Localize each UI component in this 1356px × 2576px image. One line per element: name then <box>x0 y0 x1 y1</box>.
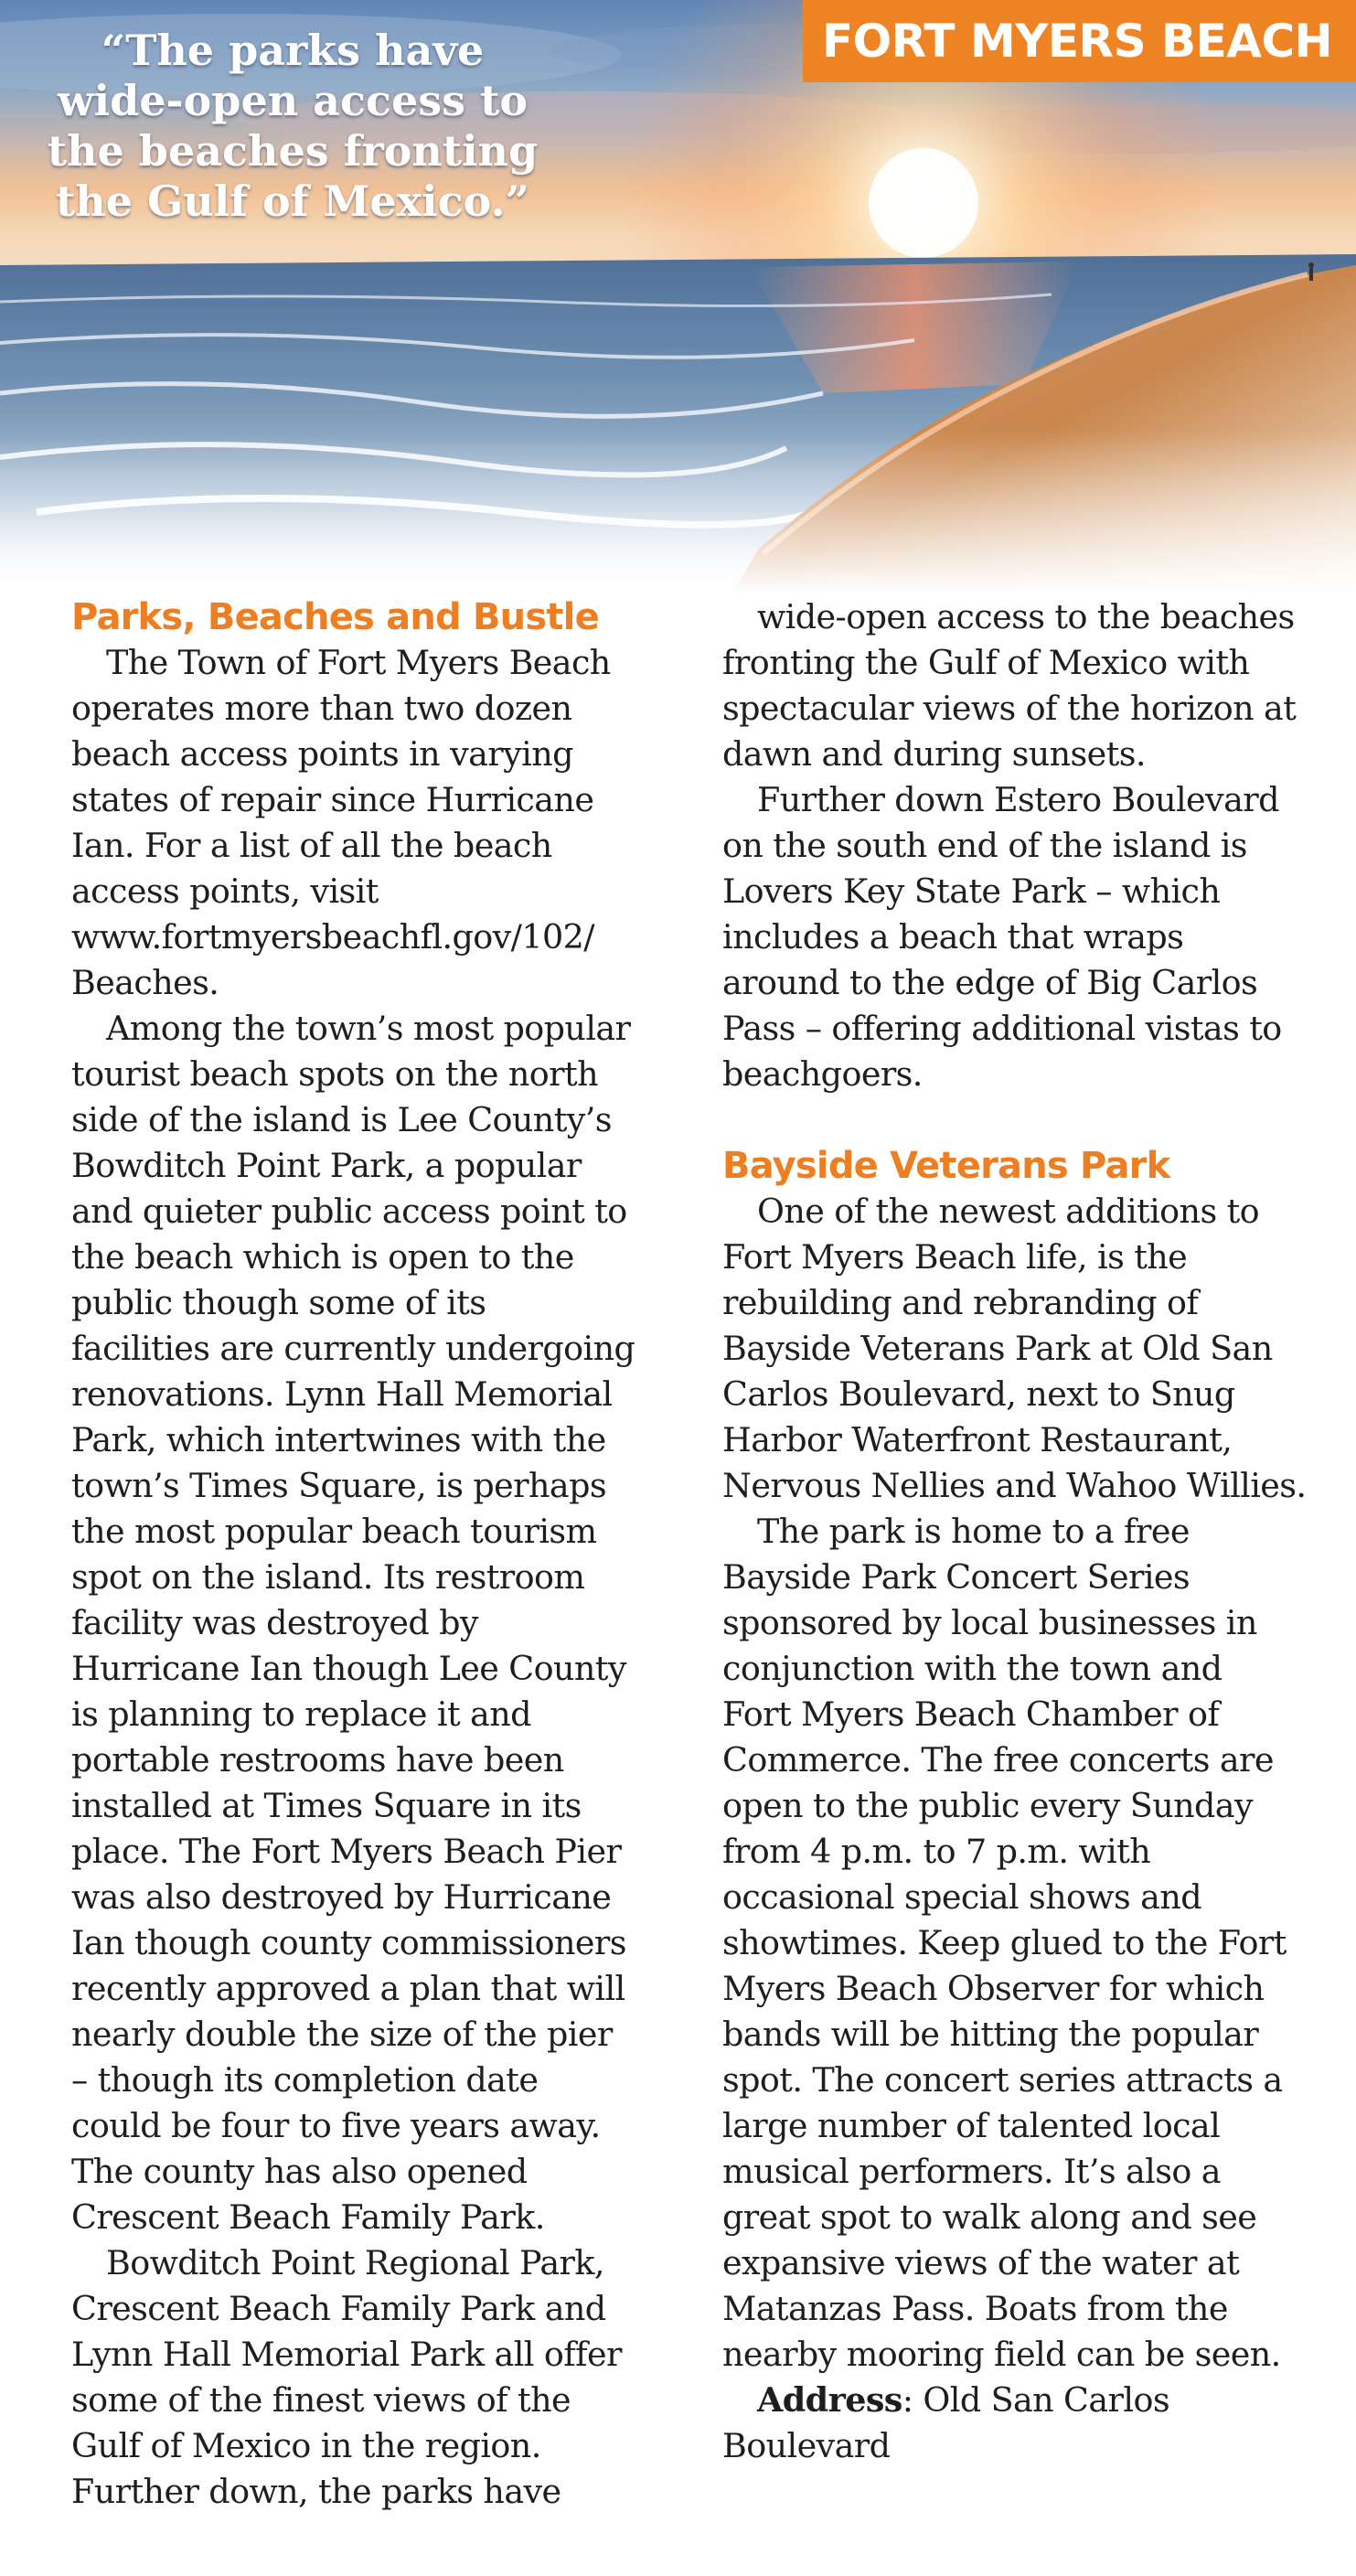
paragraph-line: place. The Fort Myers Beach Pier <box>71 1832 622 1871</box>
paragraph-line: states of repair since Hurricane <box>71 780 594 819</box>
paragraph-line: tourist beach spots on the north <box>71 1054 598 1094</box>
paragraph-line: is planning to replace it and <box>71 1694 531 1734</box>
article-paragraph <box>722 1189 1317 1509</box>
address-label: Address <box>757 2380 902 2420</box>
section-spacer <box>722 1097 1317 1143</box>
paragraph-line: Nervous Nellies and Wahoo Willies. <box>722 1466 1307 1505</box>
paragraph-line: nearby mooring field can be seen. <box>722 2335 1281 2374</box>
paragraph-line: great spot to walk along and see <box>722 2197 1257 2237</box>
paragraph-line: Hurricane Ian though Lee County <box>71 1649 626 1688</box>
paragraph-line: spectacular views of the horizon at <box>722 689 1297 728</box>
paragraph-line: recently approved a plan that will <box>71 1969 625 2008</box>
article-column-left <box>71 594 666 2515</box>
paragraph-line: Harbor Waterfront Restaurant, <box>722 1420 1233 1459</box>
paragraph-line: The Town of Fort Myers Beach <box>106 643 611 682</box>
section-banner <box>803 0 1356 82</box>
paragraph-line: access points, visit <box>71 871 379 911</box>
paragraph-line: dawn and during sunsets. <box>722 734 1146 774</box>
paragraph-line: spot on the island. Its restroom <box>71 1557 585 1597</box>
right-paragraphs-continued <box>722 594 1317 1097</box>
address-paragraph <box>722 2378 1317 2469</box>
paragraph-line: was also destroyed by Hurricane <box>71 1877 612 1917</box>
paragraph-line: Myers Beach Observer for which <box>722 1969 1265 2008</box>
article-paragraph <box>71 2240 666 2515</box>
paragraph-line: – though its completion date <box>71 2060 539 2100</box>
paragraph-line: the most popular beach tourism <box>71 1512 597 1551</box>
paragraph-line: Further down, the parks have <box>71 2472 561 2511</box>
paragraph-line: conjunction with the town and <box>722 1649 1223 1688</box>
paragraph-line: Commerce. The free concerts are <box>722 1740 1274 1780</box>
paragraph-line: beach access points in varying <box>71 734 573 774</box>
paragraph-line: could be four to five years away. <box>71 2106 601 2145</box>
paragraph-line: occasional special shows and <box>722 1877 1202 1917</box>
article-paragraph <box>71 1006 666 2240</box>
paragraph-line: Matanzas Pass. Boats from the <box>722 2289 1228 2328</box>
article-paragraph <box>722 594 1317 777</box>
paragraph-line: The park is home to a free <box>757 1512 1190 1551</box>
paragraph-line: Gulf of Mexico in the region. <box>71 2426 541 2465</box>
paragraph-line: around to the edge of Big Carlos <box>722 963 1258 1002</box>
paragraph-line: Carlos Boulevard, next to Snug <box>722 1374 1235 1414</box>
paragraph-line: Fort Myers Beach Chamber of <box>722 1694 1220 1734</box>
paragraph-line: Crescent Beach Family Park. <box>71 2197 545 2237</box>
paragraph-line: some of the finest views of the <box>71 2380 571 2420</box>
paragraph-line: facility was destroyed by <box>71 1603 478 1642</box>
paragraph-line: bands will be hitting the popular <box>722 2015 1259 2054</box>
left-paragraphs <box>71 640 666 2515</box>
paragraph-line: portable restrooms have been <box>71 1740 564 1780</box>
section-heading-bayside: Bayside Veterans Park <box>722 1145 1170 1187</box>
paragraph-line: side of the island is Lee County’s <box>71 1100 612 1139</box>
paragraph-line: Bayside Park Concert Series <box>722 1557 1191 1597</box>
paragraph-line: The county has also opened <box>71 2152 528 2191</box>
paragraph-line: includes a beach that wraps <box>722 917 1184 957</box>
paragraph-line: open to the public every Sunday <box>722 1786 1253 1825</box>
paragraph-line: Ian though county commissioners <box>71 1923 626 1962</box>
article-paragraph <box>722 1509 1317 2378</box>
paragraph-line: Further down Estero Boulevard <box>757 780 1279 819</box>
paragraph-line: facilities are currently undergoing <box>71 1329 635 1368</box>
section-heading-parks: Parks, Beaches and Bustle <box>71 596 599 638</box>
paragraph-line: nearly double the size of the pier <box>71 2015 613 2054</box>
paragraph-line: musical performers. It’s also a <box>722 2152 1221 2191</box>
hero-photo <box>0 0 1356 594</box>
right-paragraphs-bayside <box>722 1189 1317 2378</box>
paragraph-line: Beaches. <box>71 963 219 1002</box>
paragraph-line: rebuilding and rebranding of <box>722 1283 1199 1322</box>
address-line: Boulevard <box>722 2426 891 2465</box>
paragraph-line: www.fortmyersbeachfl.gov/102/ <box>71 917 594 957</box>
paragraph-line: Lynn Hall Memorial Park all offer <box>71 2335 622 2374</box>
hero-quote-line: wide-open access to <box>58 76 528 125</box>
paragraph-line: and quieter public access point to <box>71 1192 627 1231</box>
paragraph-line: Lovers Key State Park – which <box>722 871 1221 911</box>
paragraph-line: Pass – offering additional vistas to <box>722 1009 1282 1048</box>
article-column-right <box>722 594 1317 2469</box>
paragraph-line: Ian. For a list of all the beach <box>71 826 552 865</box>
hero-quote <box>37 26 549 227</box>
article-paragraph <box>71 640 666 1006</box>
paragraph-line: the beach which is open to the <box>71 1237 574 1277</box>
paragraph-line: showtimes. Keep glued to the Fort <box>722 1923 1287 1962</box>
paragraph-line: Bayside Veterans Park at Old San <box>722 1329 1273 1368</box>
paragraph-line: wide-open access to the beaches <box>757 597 1295 636</box>
hero-quote-line: the beaches fronting <box>47 126 539 176</box>
paragraph-line: Crescent Beach Family Park and <box>71 2289 606 2328</box>
paragraph-line: Fort Myers Beach life, is the <box>722 1237 1188 1277</box>
paragraph-line: from 4 p.m. to 7 p.m. with <box>722 1832 1151 1871</box>
paragraph-line: sponsored by local businesses in <box>722 1603 1257 1642</box>
paragraph-line: operates more than two dozen <box>71 689 572 728</box>
paragraph-line: on the south end of the island is <box>722 826 1247 865</box>
hero-quote-line: “The parks have <box>101 26 485 75</box>
paragraph-line: renovations. Lynn Hall Memorial <box>71 1374 613 1414</box>
paragraph-line: public though some of its <box>71 1283 486 1322</box>
paragraph-line: large number of talented local <box>722 2106 1221 2145</box>
paragraph-line: Bowditch Point Park, a popular <box>71 1146 582 1185</box>
address-value: : Old San Carlos <box>902 2380 1169 2420</box>
paragraph-line: Park, which intertwines with the <box>71 1420 606 1459</box>
paragraph-line: fronting the Gulf of Mexico with <box>722 643 1250 682</box>
paragraph-line: spot. The concert series attracts a <box>722 2060 1283 2100</box>
paragraph-line: Among the town’s most popular <box>106 1009 631 1048</box>
paragraph-line: installed at Times Square in its <box>71 1786 582 1825</box>
paragraph-line: Bowditch Point Regional Park, <box>106 2243 604 2282</box>
hero-quote-line: the Gulf of Mexico.” <box>56 176 529 226</box>
paragraph-line: beachgoers. <box>722 1054 923 1094</box>
paragraph-line: town’s Times Square, is perhaps <box>71 1466 606 1505</box>
paragraph-line: One of the newest additions to <box>757 1192 1260 1231</box>
paragraph-line: expansive views of the water at <box>722 2243 1240 2282</box>
article-paragraph <box>722 777 1317 1097</box>
banner-title: FORT MYERS BEACH <box>822 15 1332 68</box>
address-line <box>722 2378 1317 2423</box>
